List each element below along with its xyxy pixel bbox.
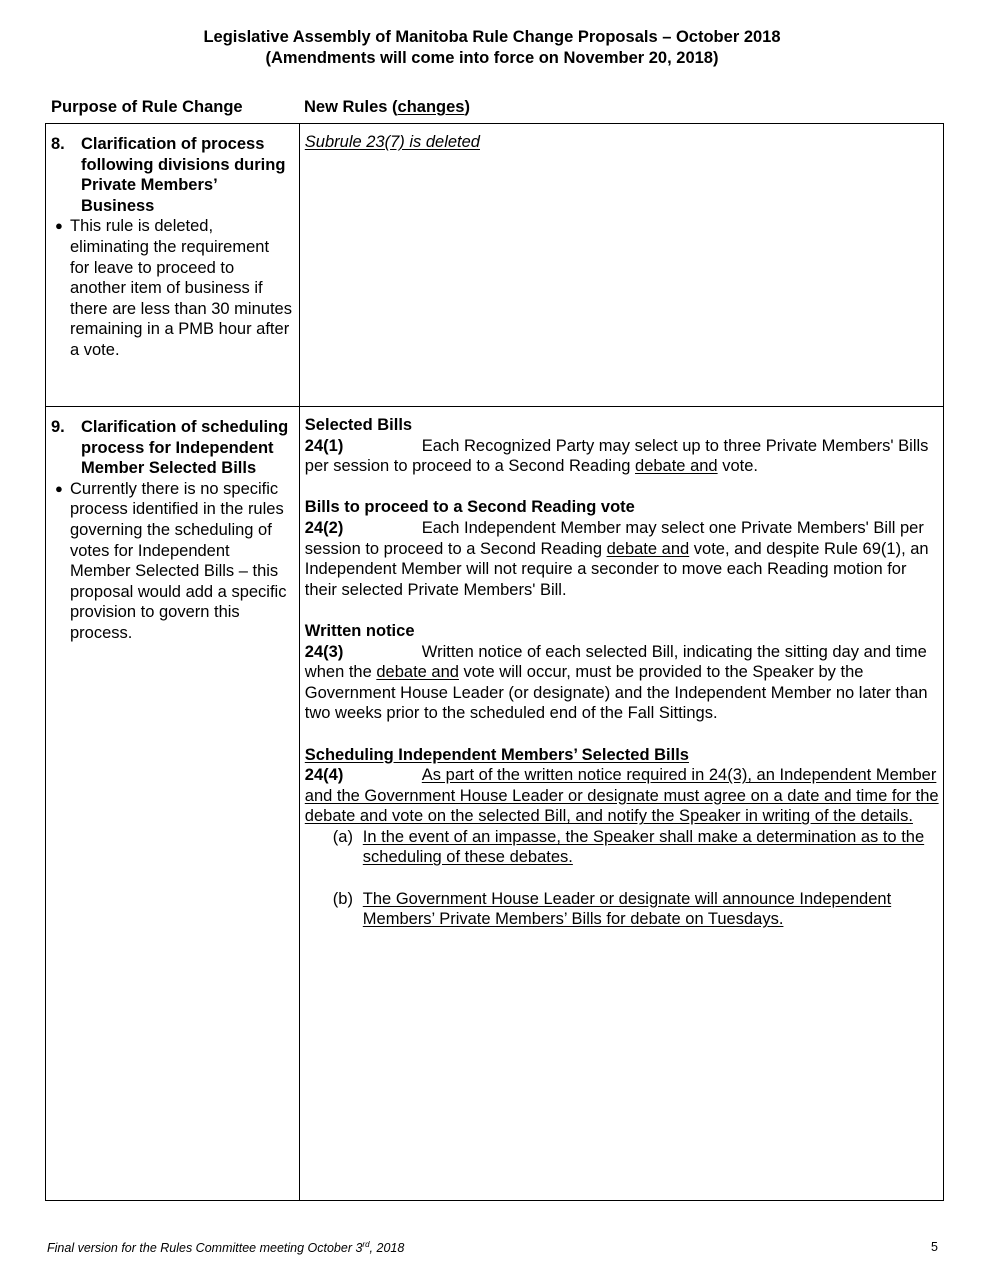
page-number: 5: [931, 1240, 938, 1254]
bullet-text: Currently there is no specific process identified in the rules governing the scheduling of votes for Independent Member Selected Bills – this proposal would add a specific provision to govern this process.: [70, 479, 287, 642]
rule-heading: Bills to proceed to a Second Reading vote: [304, 498, 635, 517]
rule-number: 24(1): [304, 436, 344, 455]
rule-text: As part of the written notice required in 24(3), an Independent Member and the Government House Leader or designate must agree on a date and time for the debate and vote on the selected Bill, and notify the Speaker in writing of the details.: [304, 766, 939, 826]
column-header-purpose: Purpose of Rule Change: [51, 98, 243, 116]
purpose-cell: [46, 407, 300, 1201]
bullet-icon: ●: [55, 480, 63, 496]
rule-body: [305, 765, 939, 827]
title-line-1: Legislative Assembly of Manitoba Rule Change Proposals – October 2018: [203, 28, 781, 46]
rule-change-text: debate and: [606, 539, 690, 558]
changes-label: changes: [397, 98, 465, 116]
bullet-icon: ●: [55, 218, 63, 234]
rule-text: vote.: [717, 457, 758, 476]
rule-text: vote, and despite Rule 69(1), an Independent Member will not require a seconder to move each Reading motion for their selected Private Members' Bill.: [304, 539, 929, 599]
table-row: [46, 124, 944, 407]
purpose-bullet: [55, 479, 299, 644]
bullet-text: This rule is deleted, eliminating the requirement for leave to proceed to another item of business if there are less than 30 minutes remaining in a PMB hour after a vote.: [70, 217, 292, 359]
item-number: 8.: [51, 135, 65, 153]
table-row: [46, 407, 944, 1201]
purpose-cell: [46, 124, 300, 407]
rule-body: [305, 436, 939, 477]
footer-text-main: Final version for the Rules Committee meeting October 3: [47, 1241, 363, 1256]
rule-body: [305, 642, 939, 724]
rule-heading: Scheduling Independent Members’ Selected Bills: [304, 745, 689, 764]
rule-number: 24(3): [304, 642, 344, 661]
rule-change-text: debate and: [635, 457, 718, 476]
item-number: 9.: [51, 418, 65, 436]
rule-heading: Selected Bills: [304, 416, 413, 434]
item-heading: Clarification of process following divisions during Private Members’ Business: [81, 135, 286, 215]
purpose-item: [46, 407, 299, 479]
footer-year: , 2018: [369, 1241, 405, 1256]
clause-label: (b): [332, 889, 353, 908]
new-rules-label: New Rules (: [304, 98, 398, 116]
deleted-rule-text: Subrule 23(7) is deleted: [304, 133, 480, 151]
rule-text: Each Recognized Party may select up to three Private Members' Bills per session to proceed to a Second Reading: [304, 436, 929, 476]
rule-number: 24(4): [304, 766, 344, 785]
paren-close: ): [464, 98, 470, 116]
item-heading: Clarification of scheduling process for Independent Member Selected Bills: [81, 418, 289, 478]
rule-text: Each Independent Member may select one Private Members' Bill per session to proceed to a Second Reading: [304, 518, 924, 558]
rule-text: vote will occur, must be provided to the Speaker by the Government House Leader (or designate) and the Independent Member no later than two weeks prior to the scheduled end of the Fall Sittings.: [304, 663, 928, 723]
rule-change-table: [45, 123, 944, 1201]
footer-ordinal: rd: [362, 1240, 370, 1249]
clause-label: (a): [332, 827, 353, 846]
column-header-new-rules: [304, 98, 470, 117]
rule-text: Written notice of each selected Bill, indicating the sitting day and time when the: [304, 642, 927, 682]
document-title: [0, 27, 984, 69]
footer-text: [47, 1240, 404, 1255]
rule-heading: Written notice: [304, 621, 415, 640]
clause-text: In the event of an impasse, the Speaker shall make a determination as to the scheduling of these debates.: [362, 827, 925, 867]
rule-body: [305, 518, 939, 600]
rule-change-text: debate and: [376, 663, 459, 682]
rule-clause: [333, 827, 939, 868]
clause-text: The Government House Leader or designate will announce Independent Members’ Private Members’ Bills for debate on Tuesdays.: [362, 889, 892, 929]
title-line-2: (Amendments will come into force on November 20, 2018): [265, 49, 719, 67]
purpose-item: [46, 124, 299, 216]
new-rules-cell: [299, 407, 943, 1201]
purpose-bullet: [55, 216, 299, 360]
new-rules-cell: [299, 124, 943, 407]
rule-clause: [333, 889, 939, 930]
rule-number: 24(2): [304, 518, 344, 537]
